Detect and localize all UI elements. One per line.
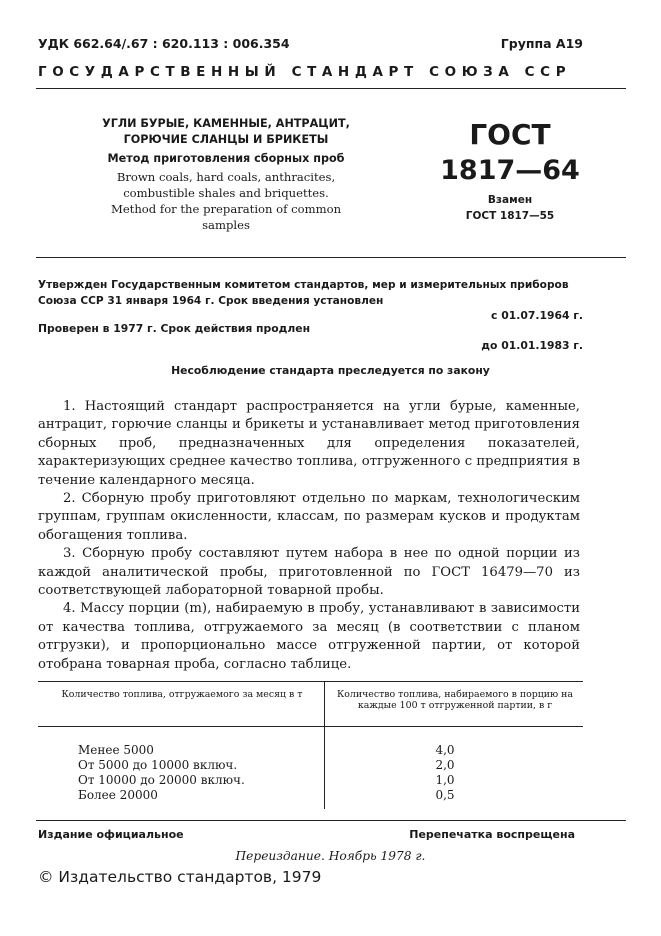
legal-warning: Несоблюдение стандарта преследуется по закону — [171, 364, 490, 377]
table-header-portion: Количество топлива, набираемого в порцию на каждые 100 т отгруженной партии, в г — [336, 689, 574, 711]
reprint-note: Переиздание. Ноябрь 1978 г. — [235, 849, 426, 863]
table-column-divider — [324, 681, 325, 809]
table-cell-qty: Менее 5000 — [78, 743, 154, 757]
title-en-line1: Brown coals, hard coals, anthracites, — [116, 170, 336, 184]
title-subtitle: Метод приготовления сборных проб — [107, 152, 345, 165]
header-divider — [36, 88, 626, 89]
official-edition: Издание официальное — [38, 828, 184, 841]
title-ru-line1: УГЛИ БУРЫЕ, КАМЕННЫЕ, АНТРАЦИТ, — [102, 117, 350, 130]
approval-text: Утвержден Государственным комитетом стандартов, мер и измерительных приборов Союза ССР 31 января 1964 г. Срок введения установлен — [38, 279, 569, 307]
table-cell-portion: 0,5 — [435, 788, 455, 802]
title-block — [90, 116, 362, 232]
table-header-rule — [38, 726, 583, 727]
table-cell-qty: От 5000 до 10000 включ. — [78, 758, 238, 772]
title-en-line3: Method for the preparation of common — [110, 202, 342, 216]
copyright: © Издательство стандартов, 1979 — [38, 868, 322, 886]
table-cell-portion: 1,0 — [435, 773, 455, 787]
table-cell-portion: 2,0 — [435, 758, 455, 772]
paragraph-1: 1. Настоящий стандарт распространяется на угли бурые, каменные, антрацит, горючие сланцы и брикеты и устанавливает метод приготовления сборных проб, предназначенных для определения показателей, характеризующих среднее качество топлива, отгруженного с предприятия в течение календарного месяца. — [38, 399, 580, 488]
title-ru-line2: ГОРЮЧИЕ СЛАНЦЫ И БРИКЕТЫ — [123, 133, 329, 146]
gost-label: ГОСТ — [469, 118, 551, 151]
table-top-rule — [38, 681, 583, 682]
udk-code: УДК 662.64/.67 : 620.113 : 006.354 — [38, 36, 290, 51]
gost-number: 1817—64 — [440, 155, 580, 186]
replaces-label: Взамен — [487, 194, 533, 206]
paragraph-4: 4. Массу порции (m), набираемую в пробу, устанавливают в зависимости от качества топлива, отгружаемого за месяц (в соответствии с планом отгрузки), и пропорционально массе отгруженной партии, от которой отобрана товарная проба, согласно таблице. — [38, 601, 580, 672]
end-date: до 01.01.1983 г. — [481, 339, 583, 352]
replaces-value: ГОСТ 1817—55 — [465, 210, 555, 222]
table-cell-portion: 4,0 — [435, 743, 455, 757]
paragraph-2: 2. Сборную пробу приготовляют отдельно по маркам, технологическим группам, группам окисленности, классам, по размерам кусков и продуктам обогащения топлива. — [38, 491, 580, 543]
group-code: Группа А19 — [500, 36, 583, 51]
start-date: с 01.07.1964 г. — [491, 309, 583, 322]
table-cell-qty: От 10000 до 20000 включ. — [78, 773, 245, 787]
checked-text: Проверен в 1977 г. Срок действия продлен — [38, 322, 311, 335]
table-cell-qty: Более 20000 — [78, 788, 158, 802]
reprint-prohibited: Перепечатка воспрещена — [409, 828, 575, 841]
title-divider — [36, 257, 626, 258]
table-header-quantity: Количество топлива, отгружаемого за месяц в т — [61, 689, 303, 700]
state-standard-heading: ГОСУДАРСТВЕННЫЙ СТАНДАРТ СОЮЗА ССР — [38, 64, 572, 80]
paragraph-3: 3. Сборную пробу составляют путем набора в нее по одной порции из каждой аналитической пробы, приготовленной по ГОСТ 16479—70 из соответствующей лабораторной товарной пробы. — [38, 546, 580, 599]
title-en-line2: combustible shales and briquettes. — [123, 186, 329, 200]
body-text — [38, 398, 580, 674]
footer-divider — [36, 820, 626, 821]
title-en-line4: samples — [202, 218, 250, 232]
